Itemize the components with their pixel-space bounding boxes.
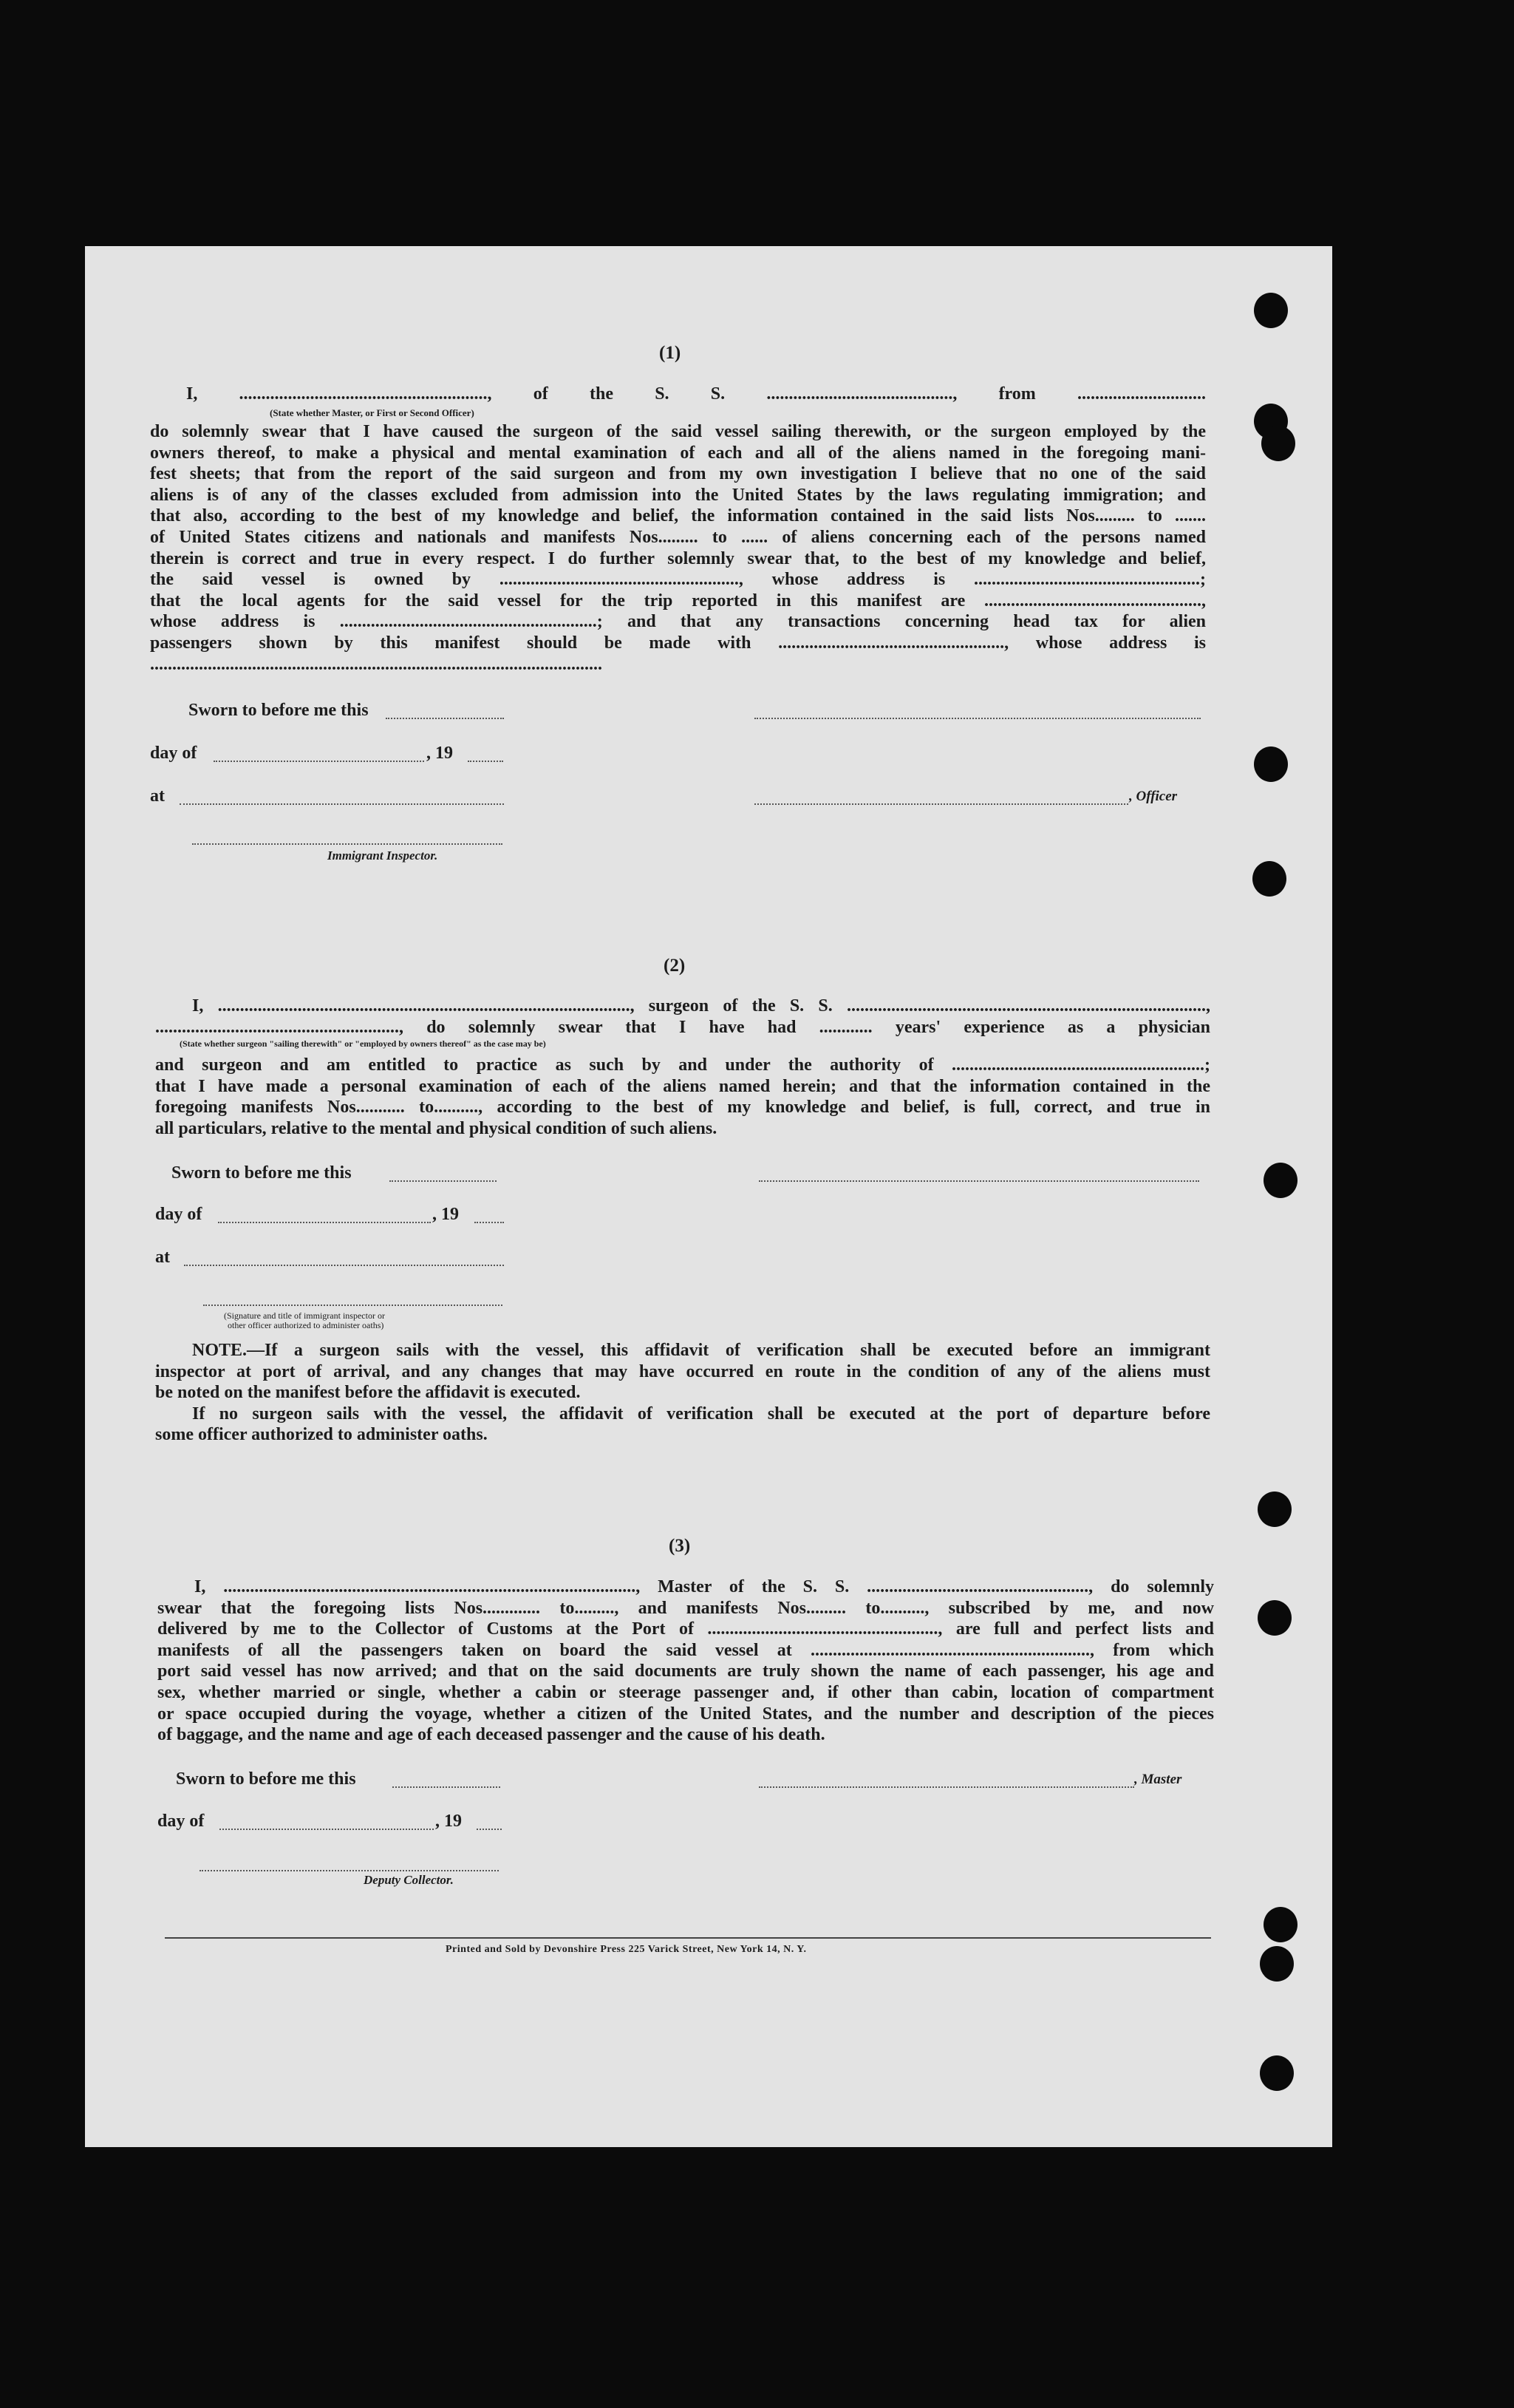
- section-1-at-label: at: [150, 786, 165, 806]
- section-1-at-line: [180, 803, 504, 805]
- section-1-officer-label: , Officer: [1129, 789, 1178, 804]
- section-2-body: and surgeon and am entitled to practice as such by and under the authority of .........................................................; that I have made a personal examination of each of the aliens named herein; and that the information contained in the foregoing manifests Nos........... to.........., according to the best of my knowledge and belief, is full, correct, and true in all particulars, relative to the mental and physical condition of such aliens.: [155, 1055, 1210, 1138]
- section-3-sworn-label: Sworn to before me this: [176, 1769, 356, 1789]
- section-3-body: I, ............................................................................................., Master of the S. S. .................................................., do solemnly swear that the foregoing lists Nos............. to........., and manifests Nos......... to.........., subscribed by me, and now delivered by me to the Collector of Customs at the Port of ...................................................., are full and perfect lists and manifests of all the passengers taken on board the said vessel at ..............................................................., from which port said vessel has now arrived; and that on the said documents are truly shown the name of each passenger, his age and sex, whether married or single, whether a cabin or steerage passenger and, if other than cabin, location of compartment or space occupied during the voyage, whether a citizen of the United States, and the number and description of the pieces of baggage, and the name and age of each deceased passenger and the cause of his death.: [157, 1577, 1214, 1745]
- section-3-number: (3): [669, 1536, 691, 1556]
- section-3-year-label: , 19: [435, 1812, 462, 1831]
- punch-hole: [1252, 861, 1286, 897]
- manifest-affidavit-page: [85, 246, 1332, 2147]
- punch-hole: [1264, 1907, 1298, 1942]
- section-2-signature-line: [759, 1180, 1199, 1182]
- section-1-inspector-label: Immigrant Inspector.: [327, 848, 438, 863]
- section-3-deputy-line: [200, 1870, 499, 1871]
- section-1-officer-line: [754, 803, 1128, 805]
- section-2-day-line: [218, 1222, 431, 1223]
- section-1-year-line: [468, 761, 503, 762]
- punch-hole: [1260, 1946, 1294, 1982]
- section-2-year-label: , 19: [432, 1205, 459, 1224]
- section-2-line-2: ......................................................., do solemnly swear that I have had ............ years' experience as a physician: [155, 1018, 1210, 1037]
- section-1-day-line: [214, 761, 424, 762]
- section-2-notes: NOTE.—If a surgeon sails with the vessel, this affidavit of verification shall be executed before an immigrant inspector at port of arrival, and any changes that may have occurred en route in the condition of any of the aliens must be noted on the manifest before the affidavit is executed. If no surgeon sails with the vessel, the affidavit of verification shall be executed at the port of departure before some officer authorized to administer oaths.: [155, 1341, 1210, 1445]
- section-2-signature-note-2: other officer authorized to administer oaths): [228, 1320, 384, 1330]
- section-3-deputy-label: Deputy Collector.: [364, 1873, 454, 1887]
- section-2-signature-note-1: (Signature and title of immigrant inspector or: [224, 1310, 385, 1321]
- section-1-sworn-line: [386, 718, 504, 719]
- printer-imprint: Printed and Sold by Devonshire Press 225 Varick Street, New York 14, N. Y.: [446, 1944, 807, 1955]
- section-1-day-label: day of: [150, 744, 197, 763]
- section-3-day-line: [219, 1829, 434, 1830]
- section-2-note: (State whether surgeon "sailing therewith" or "employed by owners thereof" as the case may be): [180, 1038, 546, 1049]
- section-1-body: do solemnly swear that I have caused the surgeon of the said vessel sailing therewith, or the surgeon employed by the owners thereof, to make a physical and mental examination of each and all of the aliens named in the foregoing mani- fest sheets; that from the report of the said surgeon and from my own investigation I believe that no one of the said aliens is of any of the classes excluded from admission into the United States by the laws regulating immigration; and that also, according to the best of my knowledge and belief, the information contained in the said lists Nos......... to ....... of United States citizens and nationals and manifests Nos......... to ...... of aliens concerning each of the persons named therein is correct and true in every respect. I do further solemnly swear that, to the best of my knowledge and belief, the said vessel is owned by ......................................................, whose address is ...................................................; that the local agents for the said vessel for the trip reported in this manifest are ................................................., whose address is ..........................................................; and that any transactions concerning head tax for alien passengers shown by this manifest should be made with ..................................................., whose address is ......................................................................................................: [150, 422, 1206, 674]
- section-1-number: (1): [659, 343, 681, 363]
- section-2-year-line: [474, 1222, 504, 1223]
- section-2-line-1: I, ............................................................................................., surgeon of the S. S. .................................................................................,: [192, 996, 1210, 1016]
- section-2-at-line: [184, 1265, 504, 1266]
- section-2-at-label: at: [155, 1248, 170, 1267]
- punch-hole: [1254, 293, 1288, 328]
- section-1-signature-line: [754, 718, 1201, 719]
- section-3-master-label: , Master: [1134, 1772, 1182, 1787]
- section-2-signature-line-bottom: [203, 1305, 502, 1306]
- footer-rule: [165, 1937, 1211, 1939]
- section-1-inspector-line: [192, 843, 502, 845]
- section-2-day-label: day of: [155, 1205, 202, 1224]
- section-2-number: (2): [664, 956, 686, 976]
- punch-hole: [1261, 426, 1295, 461]
- punch-hole: [1258, 1492, 1292, 1527]
- punch-hole: [1254, 746, 1288, 782]
- section-1-note: (State whether Master, or First or Second Officer): [270, 407, 474, 418]
- punch-hole: [1260, 2055, 1294, 2091]
- section-2-sworn-label: Sworn to before me this: [171, 1163, 352, 1183]
- punch-hole: [1264, 1163, 1298, 1198]
- section-1-first-line: I, ........................................................, of the S. S. .........................................., from .............................: [186, 384, 1206, 404]
- punch-hole: [1258, 1600, 1292, 1636]
- section-3-year-line: [477, 1829, 502, 1830]
- section-2-sworn-line: [389, 1180, 497, 1182]
- section-1-year-label: , 19: [426, 744, 453, 763]
- section-3-sworn-line: [392, 1786, 500, 1788]
- section-3-day-label: day of: [157, 1812, 205, 1831]
- section-3-signature-line: [759, 1786, 1134, 1788]
- section-1-sworn-label: Sworn to before me this: [188, 701, 369, 720]
